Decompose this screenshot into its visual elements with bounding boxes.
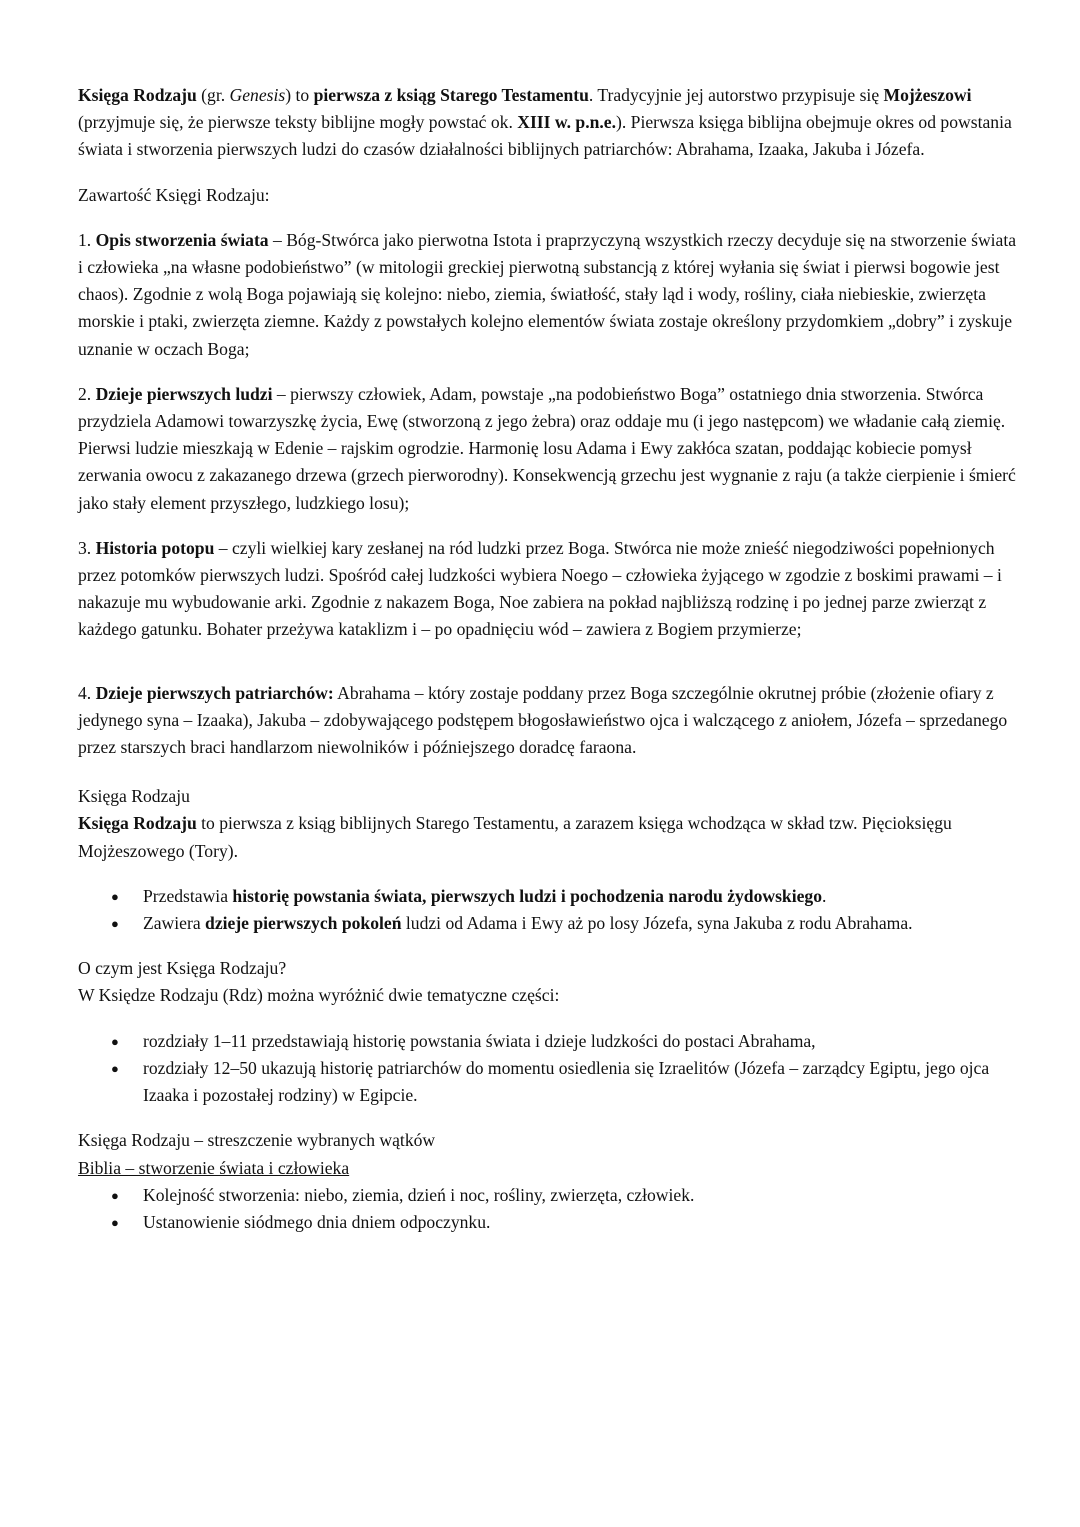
list-item-text: ludzi od Adama i Ewy aż po losy Józefa, syna Jakuba z rodu Abrahama.: [401, 913, 913, 934]
intro-text: (gr.: [196, 85, 230, 105]
third-bullet-list: [78, 1028, 1023, 1110]
fourth-heading: Księga Rodzaju – streszczenie wybranych wątków: [78, 1130, 436, 1151]
section-number: 4.: [78, 682, 96, 703]
third-question: O czym jest Księga Rodzaju?: [78, 958, 287, 979]
list-item-bold: dzieje pierwszych pokoleń: [205, 913, 402, 934]
section-number: 3.: [78, 537, 96, 558]
section-text: – czyli wielkiej kary zesłanej na ród ludzki przez Boga. Stwórca nie może znieść niegodziwości popełnionych przez potomków pierwszych ludzi. Spośród całej ludzkości wybiera Noego – człowieka żyjącego w zgodzie z boskimi prawami – i nakazuje mu wybudowanie arki. Zgodnie z nakazem Boga, Noe zabiera na pokład najbliższą rodzinę i po jednej parze zwierząt z każdego gatunku. Bohater przeżywa kataklizm i – po opadnięciu wód – zawiera z Bogiem przymierze;: [78, 537, 1002, 640]
list-item: ● rozdziały 12–50 ukazują historię patriarchów do momentu osiedlenia się Izraelitów (Józefa – zarządcy Egiptu, jego ojca Izaaka i pozostałej rodziny) w Egipcie.: [78, 1055, 1023, 1109]
intro-bold: Mojżeszowi: [883, 85, 972, 105]
intro-bold-title: Księga Rodzaju: [78, 85, 197, 105]
list-item-text: Przedstawia: [143, 885, 233, 906]
fourth-subheading: [78, 1155, 1023, 1182]
section-text: Abrahama – który zostaje poddany przez Boga szczególnie okrutnej próbie (złożenie ofiary z jedynego syna – Izaaka), Jakuba – zdobywającego podstępem błogosławieństwo ojca i walczącego z aniołem, Józefa – sprzedanego przez starszych braci handlarzom niewolników i późniejszego doradcę faraona.: [78, 682, 1008, 758]
fourth-subheading-link: Biblia – stworzenie świata i człowieka: [78, 1157, 350, 1178]
section-paragraph: [78, 381, 1023, 517]
intro-bold: pierwsza z ksiąg Starego Testamentu: [313, 85, 589, 105]
fourth-bullet-list: [78, 1182, 1023, 1236]
list-item: ● Ustanowienie siódmego dnia dniem odpoczynku.: [78, 1209, 1023, 1236]
list-item: [78, 910, 1023, 937]
section-paragraph: [78, 680, 1023, 762]
list-item: ● Kolejność stworzenia: niebo, ziemia, dzień i noc, rośliny, zwierzęta, człowiek.: [78, 1182, 1023, 1209]
intro-text: (przyjmuje się, że pierwsze teksty biblijne mogły powstać ok.: [78, 112, 518, 133]
intro-paragraph: [78, 82, 1023, 164]
list-item-text: .: [822, 885, 827, 906]
second-bold: Księga Rodzaju: [78, 813, 197, 834]
list-item-bold: historię powstania świata, pierwszych ludzi i pochodzenia narodu żydowskiego: [232, 885, 823, 906]
section-number: 2.: [78, 383, 96, 404]
intro-text: ) to: [285, 85, 314, 105]
intro-bold: XIII w. p.n.e.: [517, 112, 616, 133]
contents-heading: Zawartość Księgi Rodzaju:: [78, 184, 270, 205]
section-paragraph: [78, 535, 1023, 644]
list-item-text: Zawiera: [143, 913, 206, 934]
third-lead: W Księdze Rodzaju (Rdz) można wyróżnić dwie tematyczne części:: [78, 985, 560, 1006]
list-item: ● rozdziały 1–11 przedstawiają historię powstania świata i dzieje ludzkości do postaci Abrahama,: [78, 1028, 1023, 1055]
section-title: Historia potopu: [95, 537, 215, 558]
section-title: Dzieje pierwszych patriarchów:: [95, 682, 334, 703]
second-text: to pierwsza z ksiąg biblijnych Starego Testamentu, a zarazem księga wchodząca w skład tzw. Pięcioksięgu Mojżeszowego (Tory).: [78, 813, 952, 861]
second-paragraph: [78, 810, 1023, 864]
section-title: Opis stworzenia świata: [95, 229, 269, 250]
intro-italic: Genesis: [229, 85, 286, 105]
section-paragraph: [78, 227, 1023, 363]
second-heading: Księga Rodzaju: [78, 786, 190, 807]
section-text: – pierwszy człowiek, Adam, powstaje „na podobieństwo Boga” ostatniego dnia stworzenia. Stwórca przydziela Adamowi towarzyszkę życia, Ewę (stworzoną z jego żebra) oraz oddaje mu (i jego następcom) we władanie całą ziemię. Pierwsi ludzie mieszkają w Edenie – rajskim ogrodzie. Harmonię losu Adama i Ewy zakłóca szatan, poddając kobiecie pomysł zerwania owocu z zakazanego drzewa (grzech pierworodny). Konsekwencją grzechu jest wygnanie z raju (a także cierpienie i śmierć jako stały element przyszłego, ludzkiego losu);: [78, 383, 1016, 513]
section-title: Dzieje pierwszych ludzi: [95, 383, 273, 404]
document-page: [78, 82, 1023, 1236]
list-item: [78, 883, 1023, 910]
intro-text: . Tradycyjnie jej autorstwo przypisuje się: [588, 85, 884, 105]
second-bullet-list: [78, 883, 1023, 937]
section-number: 1.: [78, 229, 96, 250]
intro-text: ). Pierwsza księga biblijna obejmuje okres od powstania świata i stworzenia pierwszych ludzi do czasów działalności biblijnych patriarchów: Abrahama, Izaaka, Jakuba i Józefa.: [78, 112, 1012, 160]
section-text: – Bóg-Stwórca jako pierwotna Istota i praprzyczyną wszystkich rzeczy decyduje się na stworzenie świata i człowieka „na własne podobieństwo” (w mitologii greckiej pierwotną substancją z której wyłania się świat i pierwsi bogowie jest chaos). Zgodnie z wolą Boga pojawiają się kolejno: niebo, ziemia, światłość, stały ląd i wody, rośliny, ciała niebieskie, zwierzęta morskie i ptaki, zwierzęta ziemne. Każdy z powstałych kolejno elementów świata zostaje określony przydomkiem „dobry” i zyskuje uznanie w oczach Boga;: [78, 229, 1017, 359]
